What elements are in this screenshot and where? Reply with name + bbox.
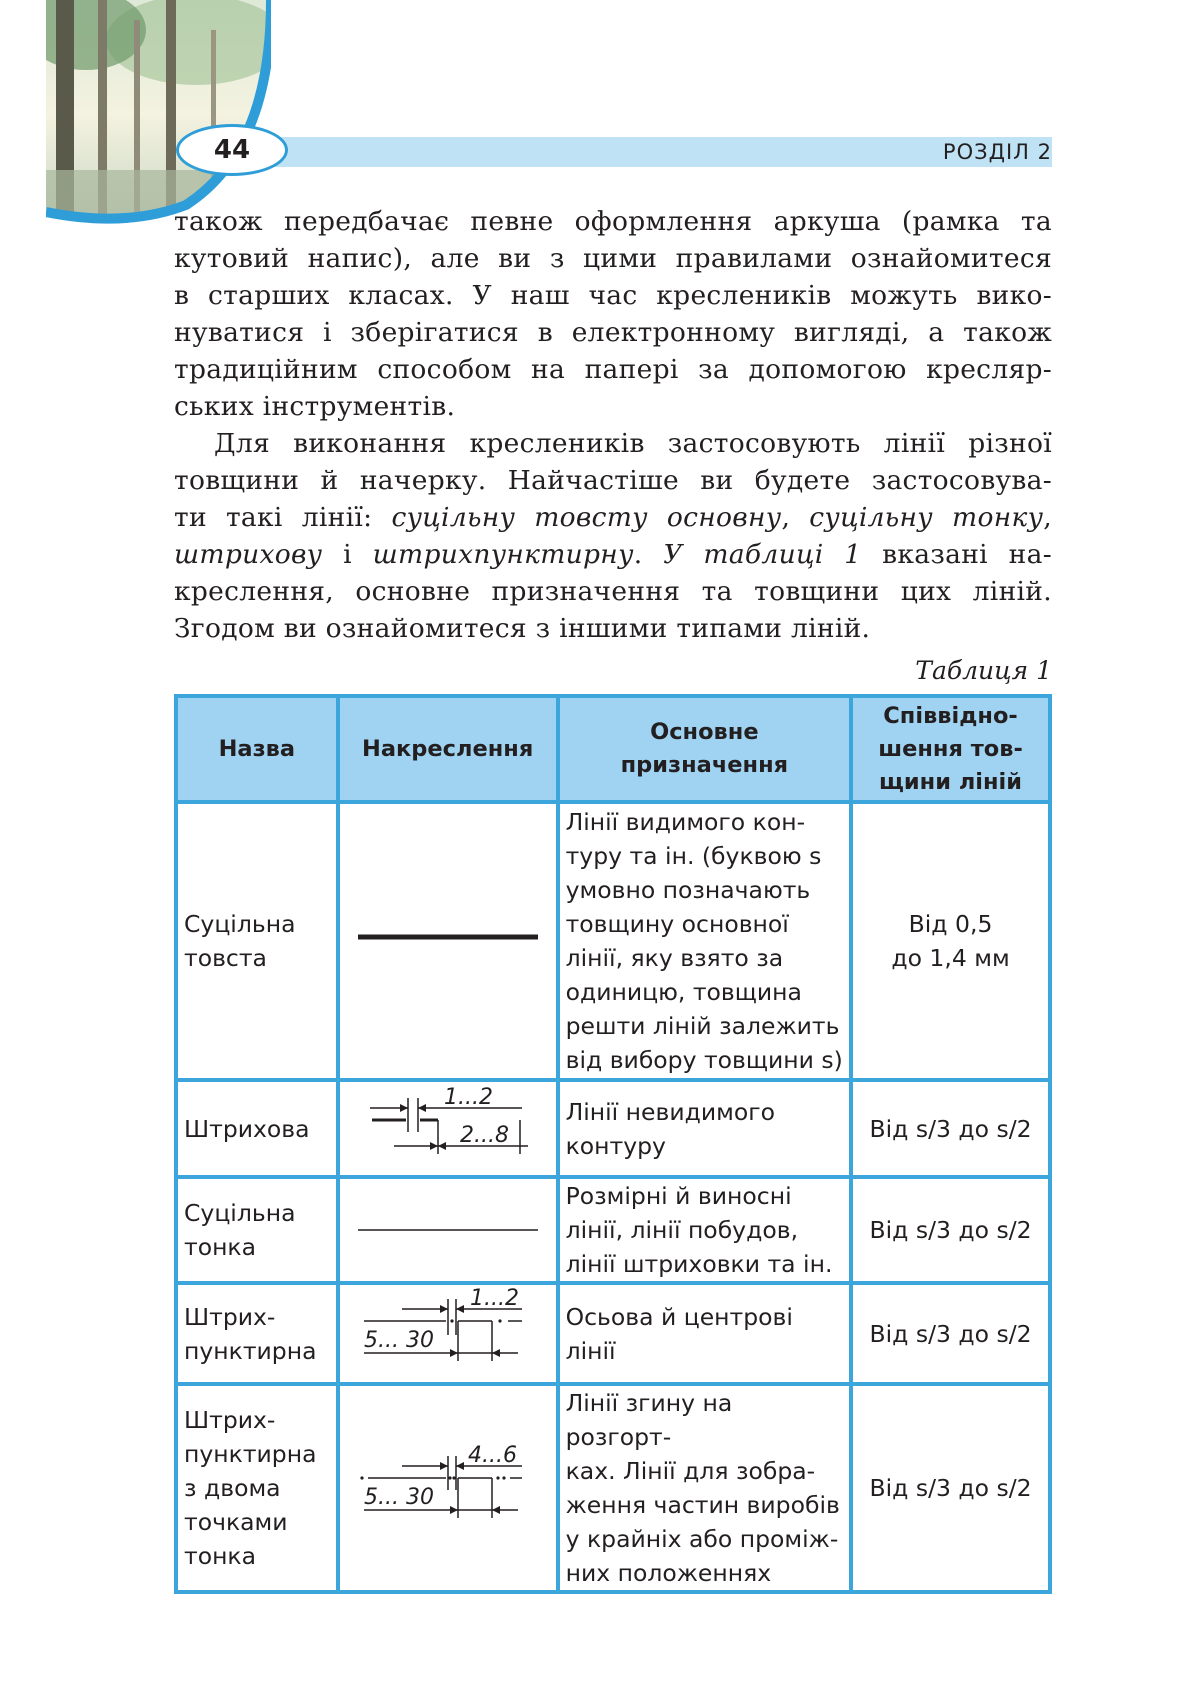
line-purpose: Розмірні й виносні лінії, лінії побудов, лінії штриховки та ін.: [558, 1177, 851, 1283]
italic-term: суцільну тонку: [809, 502, 1044, 533]
line-ratio: Від s/3 до s/2: [851, 1177, 1050, 1283]
line-drawing-dashed: [338, 1080, 558, 1177]
table-reference: У таблиці 1: [663, 539, 862, 570]
body-text: [174, 203, 1052, 647]
italic-term: суцільну товсту основну: [391, 502, 782, 533]
dimension-label: 5... 30: [363, 1328, 434, 1353]
line-name: Штрихова: [176, 1080, 338, 1177]
text-line: товщини й начерку. Найчастіше ви будете застосовува-: [174, 465, 1052, 496]
line-drawing-dashdot: [338, 1283, 558, 1384]
header-band: [270, 137, 1052, 167]
dimension-label: 1...2: [443, 1085, 493, 1110]
section-label: РОЗДІЛ 2: [942, 140, 1052, 164]
dash-dot-line-sample: [342, 1285, 554, 1373]
line-ratio: Від s/3 до s/2: [851, 1283, 1050, 1384]
line-drawing-thick: [338, 802, 558, 1080]
text-line: креслення, основне призначення та товщини цих ліній.: [174, 576, 1052, 607]
header-purpose: Основне призначення: [558, 696, 851, 802]
dimension-label: 1...2: [469, 1286, 519, 1311]
line-types-table: [174, 694, 1052, 1594]
text-line: Згодом ви ознайомитеся з іншими типами ліній.: [174, 613, 871, 644]
solid-thin-line-sample: [342, 1206, 554, 1246]
text-line: традиційним способом на папері за допомогою кресляр-: [174, 354, 1052, 385]
italic-term: штрихову: [174, 539, 323, 570]
line-purpose: Лінії згину на розгорт- ках. Лінії для зобра- ження частин виробів у крайніх або проміж- них положеннях: [558, 1384, 851, 1592]
text-line: в старших класах. У наш час креслеників можуть вико-: [174, 280, 1052, 311]
text-line: Для виконання креслеників застосовують лінії різної: [214, 428, 1052, 459]
dashed-line-sample: [342, 1082, 554, 1166]
text-line-mixed: ти такі лінії: суцільну товсту основну, суцільну тонку,: [174, 502, 1052, 533]
line-name: Штрих- пунктирна: [176, 1283, 338, 1384]
italic-term: штрихпунктирну: [372, 539, 634, 570]
line-drawing-dash-double-dot: [338, 1384, 558, 1592]
text-line: кутовий напис), але ви з цими правилами ознайомитеся: [174, 243, 1052, 274]
dash-double-dot-line-sample: [342, 1434, 554, 1534]
table-row: [176, 1384, 1050, 1592]
table-row: [176, 1283, 1050, 1384]
dimension-label: 4...6: [467, 1442, 517, 1468]
header-name: Назва: [176, 696, 338, 802]
line-ratio: Від 0,5 до 1,4 мм: [851, 802, 1050, 1080]
line-purpose: Лінії невидимого контуру: [558, 1080, 851, 1177]
line-purpose: Осьова й центрові лінії: [558, 1283, 851, 1384]
solid-thick-line-sample: [342, 917, 554, 957]
line-drawing-thin: [338, 1177, 558, 1283]
text-line: нуватися і зберігатися в електронному вигляді, а також: [174, 317, 1052, 348]
line-ratio: Від s/3 до s/2: [851, 1080, 1050, 1177]
line-name: Суцільна тонка: [176, 1177, 338, 1283]
header-ratio: Співвідно- шення тов- щини ліній: [851, 696, 1050, 802]
line-ratio: Від s/3 до s/2: [851, 1384, 1050, 1592]
table-row: [176, 802, 1050, 1080]
table-row: [176, 1177, 1050, 1283]
text-line: також передбачає певне оформлення аркуша (рамка та: [174, 206, 1052, 237]
text-line-mixed: штрихову і штрихпунктирну. У таблиці 1 вказані на-: [174, 539, 1052, 570]
table-header-row: [176, 696, 1050, 802]
line-name: Суцільна товста: [176, 802, 338, 1080]
line-name: Штрих- пунктирна з двома точками тонка: [176, 1384, 338, 1592]
text-line: ських інструментів.: [174, 391, 456, 422]
header-drawing: Накреслення: [338, 696, 558, 802]
dimension-label: 5... 30: [363, 1484, 434, 1510]
table-row: [176, 1080, 1050, 1177]
dimension-label: 2...8: [459, 1123, 509, 1148]
page-number: 44: [176, 124, 288, 176]
forest-photo: [46, 0, 271, 230]
table-caption: Таблиця 1: [915, 656, 1052, 685]
line-purpose: Лінії видимого кон- туру та ін. (буквою s умовно позначають товщину основної лінії, яку взято за одиницю, товщина решти ліній залежить від вибору товщини s): [558, 802, 851, 1080]
